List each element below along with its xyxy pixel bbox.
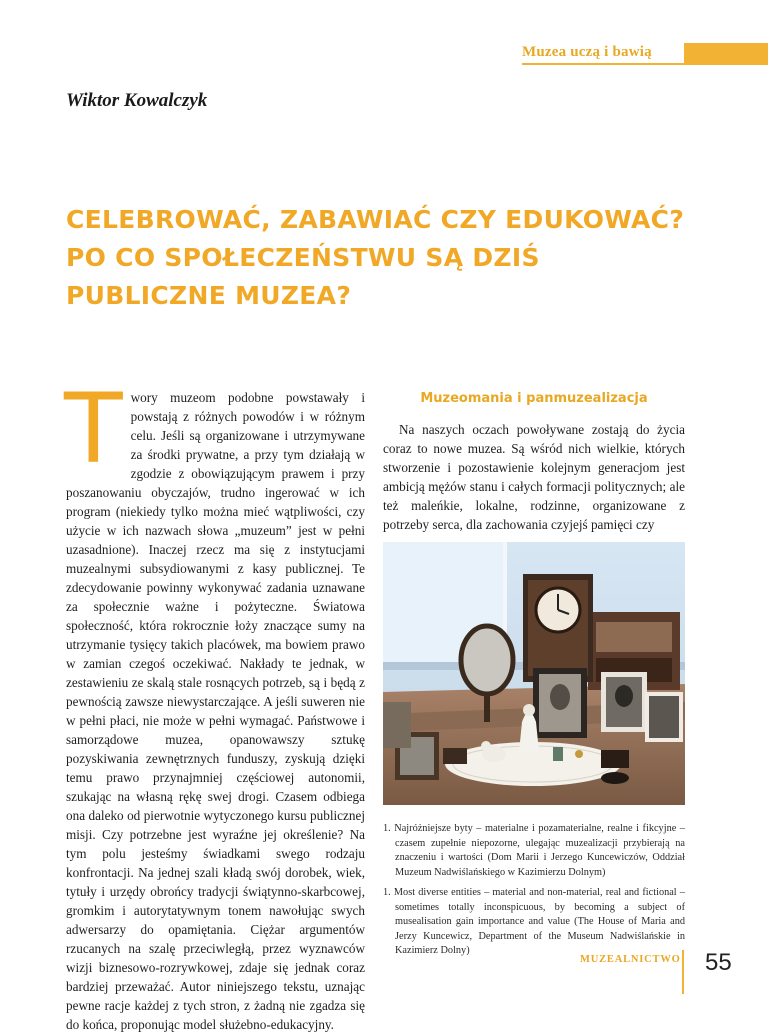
header-underline [522,63,768,65]
intro-paragraph: wory muzeom podobne powstawały i powstają z różnych powodów i w różnym celu. Jeśli są organizowane i utrzymywane za środki prywatne, a przy tym działają w zgodzie z obowiązującym prawem i przy poszanowaniu obyczajów, trudno ingerować w ich program (niekiedy tylko można mieć wątpliwości, czy użycie w ich nazwach słowa „muzeum” jest w pełni uzasadnione). Inaczej rzecz ma się z instytucjami muzealnymi subsydiowanymi z kasy publicznej. Te zdecydowanie powinny wykonywać zadania uznawane za społecznie ważne i pożyteczne. Światowa społeczność, która rokrocznie łoży znaczące sumy na utrzymanie tysięcy takich placówek, ma bowiem prawo w zamian czegoś oczekiwać. Nakłady te jednak, w zestawieniu ze skalą stale rosnących potrzeb, są i będą z pewnością zawsze niewystarczające. A jeśli suweren nie w pełni płaci, nie może w pełni wymagać. Państwowe i samorządowe muzea, opanowawszy sztukę pozyskiwania zewnętrznych funduszy, zyskują dzięki temu prawo przynajmniej częściowej autonomii, szukając na własną rękę swej drogi. Czasem odbiega ona daleko od pierwotnie wytyczonego kursu publicznej misji. Czy potrzebne jest wyraźne jej określenie? Na tym polu jesteśmy świadkami swego rodzaju konfrontacji. Na jednej szali kładą swój dorobek, wiek, tytuły i urzędy obrońcy tradycji świątynno-skarbcowej, gromkim i autorytatywnym tonem nawołując swych adwersarzy do opamiętania. Ciężar argumentów rzucanych na szalę przeciwległą, przez wyznawców wizji biznesowo-rozrywkowej, zdaje się jednak coraz bardziej przeważać. Autor niniejszego tekstu, uznając pewne racje każdej z tych stron, z żadną nie zgadza się do końca, proponując model służebno-edukacyjny. [66,390,365,1032]
section-paragraph: Na naszych oczach powoływane zostają do życia coraz to nowe muzea. Są wśród nich wielkie, których stworzenie i pozostawienie kolejnym generacjom jest ambicją mężów stanu i całych formacji politycznych; ale też maleńkie, lokalne, rodzinne, organizowane z potrzeby serca, dla zachowania czyjejś pamięci czy [383,422,685,532]
section-header-title: Muzea uczą i bawią [522,44,652,60]
page-number: 55 [705,949,732,976]
drop-cap: T [64,373,123,485]
article-title-line-3: PUBLICZNE MUZEA? [66,281,352,310]
museum-collection-photo [383,542,685,805]
section-heading: Muzeomania i panmuzealizacja [420,391,648,406]
article-column-left [64,373,365,1034]
article-title-line-2: PO CO SPOŁECZEŃSTWU SĄ DZIŚ [66,243,540,272]
journal-name: MUZEALNICTWO [580,954,681,965]
photo-illustration [383,542,685,805]
photo-caption-english: 1. Most diverse entities – material and non-material, real and fictional – sometimes totally inconspicuous, by becoming a subject of musealisation gain importance and value (The House of Maria and Jerzy Kuncewicz, Department of the Museum Nadwiślańskie in Kazimierz Dolny) [383,887,685,957]
footer-divider [682,950,684,994]
article-title [66,201,706,315]
article-author: Wiktor Kowalczyk [66,90,208,111]
photo-caption-polish: 1. Najróżniejsze byty – materialne i pozamaterialne, realne i fikcyjne – czasem zupełnie niepozorne, ulegając muzealizacji przybierają na znaczeniu i wartości (Dom Marii i Jerzego Kuncewiczów, Oddział Muzeum Nadwiślańskiego w Kazimierzu Dolnym) [383,823,685,878]
header-accent-bar [684,43,768,63]
article-title-line-1: CELEBROWAĆ, ZABAWIAĆ CZY EDUKOWAĆ? [66,205,685,234]
article-column-right [383,388,685,534]
